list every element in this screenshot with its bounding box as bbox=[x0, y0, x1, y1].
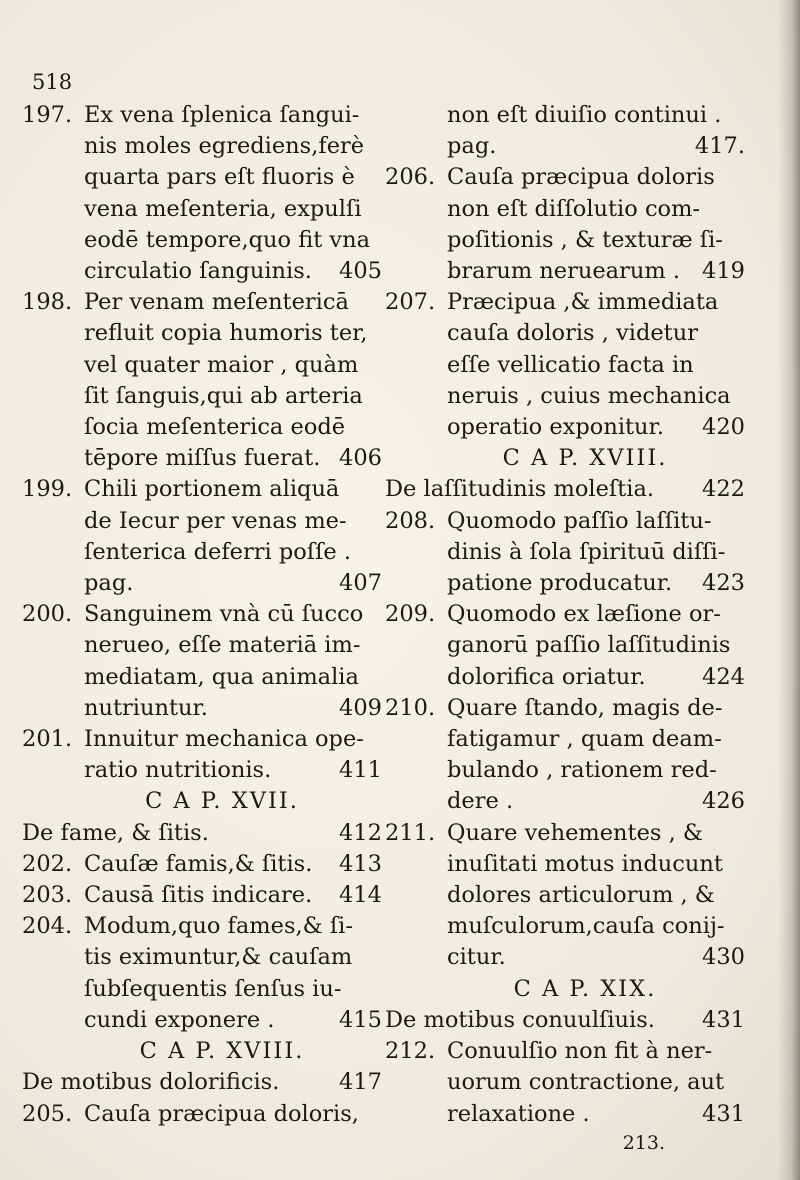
entry-last-text: relaxatione . bbox=[447, 1100, 590, 1127]
entry-text-line: vel quater maior , quàm bbox=[84, 351, 359, 378]
entry-last-text: ratio nutritionis. bbox=[84, 757, 272, 784]
entry-number: 207. bbox=[385, 289, 436, 316]
chapter-title bbox=[22, 818, 382, 849]
right-column bbox=[385, 100, 745, 1156]
catchword: 213. bbox=[622, 1131, 665, 1154]
page-number: 518 bbox=[32, 70, 73, 94]
entry-text-line: Quare ſtando, magis de- bbox=[447, 694, 723, 721]
entry-text-line: mediatam, qua animalia bbox=[84, 663, 359, 690]
entry-text-line bbox=[447, 568, 745, 599]
index-entry bbox=[22, 599, 382, 724]
entry-last-text: operatio exponitur. bbox=[447, 414, 664, 441]
page-reference: 407 bbox=[339, 570, 382, 597]
entry-text-line: Per venam meſentericā bbox=[84, 289, 349, 316]
chapter-heading: C A P. XIX. bbox=[513, 975, 657, 1002]
entry-text-line: ganorū paſſio laſſitudinis bbox=[447, 632, 731, 659]
page-reference: 412 bbox=[339, 819, 382, 846]
page-reference: 405 bbox=[339, 258, 382, 285]
chapter-title-text: De motibus dolorificis. bbox=[22, 1069, 280, 1096]
page-reference: 413 bbox=[339, 850, 382, 877]
page-reference: 422 bbox=[702, 476, 745, 503]
entry-last-text: circulatio ſanguinis. bbox=[84, 258, 312, 285]
index-entry bbox=[22, 100, 382, 287]
entry-last-text: dolorifica oriatur. bbox=[447, 663, 646, 690]
page-reference: 417. bbox=[694, 133, 745, 160]
entry-text-line: poſitionis , & texturæ ſi- bbox=[447, 226, 723, 253]
entry-text-line: Sanguinem vnà cū ſucco bbox=[84, 601, 364, 628]
entry-text-line: Cauſa præcipua doloris bbox=[447, 164, 715, 191]
entry-text-line: vena meſenteria, expulſi bbox=[84, 195, 362, 222]
entry-text-line bbox=[447, 256, 745, 287]
entry-text-line: cauſa doloris , videtur bbox=[447, 320, 698, 347]
entry-text-line bbox=[84, 1099, 382, 1130]
page-reference: 431 bbox=[702, 1006, 745, 1033]
page-reference: 411 bbox=[339, 757, 382, 784]
chapter-title-text: De motibus conuulſiuis. bbox=[385, 1006, 655, 1033]
entry-text-line: tis eximuntur,& cauſam bbox=[84, 944, 353, 971]
entry-text-line: ſocia meſenterica eodē bbox=[84, 414, 346, 441]
entry-text-line: dinis à ſola ſpirituū diſſi- bbox=[447, 538, 726, 565]
entry-text-line bbox=[84, 849, 382, 880]
index-entry bbox=[385, 599, 745, 693]
chapter-title-text: De fame, & ſitis. bbox=[22, 819, 209, 846]
entry-last-text: nutriuntur. bbox=[84, 694, 208, 721]
entry-text-line: Quare vehementes , & bbox=[447, 819, 703, 846]
entry-text-line bbox=[447, 942, 745, 973]
entry-number: 199. bbox=[22, 476, 73, 503]
entry-last-text: citur. bbox=[447, 944, 506, 971]
chapter-heading: C A P. XVIII. bbox=[139, 1038, 305, 1065]
index-entry bbox=[22, 1099, 382, 1130]
entry-number: 210. bbox=[385, 694, 436, 721]
page-reference: 426 bbox=[702, 788, 745, 815]
entry-number: 206. bbox=[385, 164, 436, 191]
page-reference: 409 bbox=[339, 694, 382, 721]
page-reference: 414 bbox=[339, 882, 382, 909]
chapter-title bbox=[22, 1067, 382, 1098]
entry-number: 202. bbox=[22, 850, 73, 877]
left-column bbox=[22, 100, 382, 1130]
entry-text-line: ſenterica deferri poſſe . bbox=[84, 538, 352, 565]
entry-text-line bbox=[84, 1005, 382, 1036]
entry-text-line bbox=[447, 412, 745, 443]
entry-text-line: Quomodo paſſio laſſitu- bbox=[447, 507, 712, 534]
chapter-title-text: De laſſitudinis moleſtia. bbox=[385, 476, 655, 503]
page-reference: 415 bbox=[339, 1006, 382, 1033]
index-entry bbox=[22, 880, 382, 911]
entry-last-text: Causā ſitis indicare. bbox=[84, 882, 313, 909]
entry-text-line: fatigamur , quam deam- bbox=[447, 726, 722, 753]
index-entry bbox=[385, 1036, 745, 1130]
entry-last-text: dere . bbox=[447, 788, 514, 815]
entry-last-text: Cauſa præcipua doloris, bbox=[84, 1100, 359, 1127]
entry-last-text: pag. bbox=[447, 133, 497, 160]
entry-text-line: ſubſequentis ſenſus iu- bbox=[84, 975, 342, 1002]
page-reference: 430 bbox=[702, 944, 745, 971]
entry-text-line: de Iecur per venas me- bbox=[84, 507, 347, 534]
entry-text-line bbox=[84, 693, 382, 724]
entry-last-text: pag. bbox=[84, 570, 134, 597]
entry-last-text: tēpore miſſus fuerat. bbox=[84, 445, 321, 472]
entry-number: 201. bbox=[22, 726, 73, 753]
page-reference: 424 bbox=[702, 663, 745, 690]
entry-number: 212. bbox=[385, 1038, 436, 1065]
chapter-heading: C A P. XVII. bbox=[145, 788, 299, 815]
entry-text-line: inuſitati motus inducunt bbox=[447, 850, 723, 877]
entry-text-line: eſſe vellicatio facta in bbox=[447, 351, 694, 378]
index-entry bbox=[385, 100, 745, 162]
entry-text-line: Innuitur mechanica ope- bbox=[84, 726, 364, 753]
chapter-heading: C A P. XVIII. bbox=[502, 445, 668, 472]
index-entry bbox=[22, 911, 382, 1036]
page-reference: 431 bbox=[702, 1100, 745, 1127]
entry-text-line: quarta pars eſt fluoris è bbox=[84, 164, 355, 191]
entry-text-line bbox=[447, 662, 745, 693]
entry-number: 203. bbox=[22, 882, 73, 909]
entry-text-line: Præcipua ,& immediata bbox=[447, 289, 719, 316]
entry-text-line bbox=[84, 568, 382, 599]
entry-text-line: nerueo, eſſe materiā im- bbox=[84, 632, 361, 659]
index-entry bbox=[385, 818, 745, 974]
index-entry bbox=[385, 506, 745, 600]
entry-number: 209. bbox=[385, 601, 436, 628]
entry-text-line: Chili portionem aliquā bbox=[84, 476, 340, 503]
entry-text-line: Ex vena ſplenica ſangui- bbox=[84, 102, 360, 128]
entry-text-line bbox=[447, 786, 745, 817]
entry-last-text: brarum neruearum . bbox=[447, 258, 680, 285]
entry-text-line: Quomodo ex læſione or- bbox=[447, 601, 721, 628]
entry-text-line: neruis , cuius mechanica bbox=[447, 382, 731, 409]
entry-number: 198. bbox=[22, 289, 73, 316]
index-entry bbox=[385, 287, 745, 443]
entry-text-line bbox=[447, 131, 745, 162]
index-entry bbox=[22, 724, 382, 786]
page-reference: 420 bbox=[702, 414, 745, 441]
entry-text-line: non eſt diuiſio continui . bbox=[447, 102, 722, 128]
entry-number: 208. bbox=[385, 507, 436, 534]
page-reference: 423 bbox=[702, 570, 745, 597]
entry-text-line: Modum,quo fames,& ſi- bbox=[84, 913, 353, 940]
entry-number: 200. bbox=[22, 601, 73, 628]
entry-text-line: dolores articulorum , & bbox=[447, 882, 715, 909]
index-entry bbox=[22, 849, 382, 880]
entry-last-text: Cauſæ famis,& ſitis. bbox=[84, 850, 313, 877]
entry-last-text: cundi exponere . bbox=[84, 1006, 275, 1033]
entry-number: 197. bbox=[22, 102, 73, 128]
entry-text-line: Conuulſio non fit à ner- bbox=[447, 1038, 713, 1065]
page-reference: 417 bbox=[339, 1069, 382, 1096]
entry-number: 204. bbox=[22, 913, 73, 940]
entry-text-line bbox=[84, 256, 382, 287]
entry-text-line: eodē tempore,quo fit vna bbox=[84, 226, 371, 253]
entry-text-line bbox=[447, 1099, 745, 1130]
index-entry bbox=[385, 162, 745, 287]
entry-text-line bbox=[84, 443, 382, 474]
entry-number: 211. bbox=[385, 819, 436, 846]
entry-text-line: uorum contractione, aut bbox=[447, 1069, 725, 1096]
index-entry bbox=[385, 693, 745, 818]
chapter-title bbox=[385, 474, 745, 505]
entry-text-line: non eſt diſſolutio com- bbox=[447, 195, 701, 222]
entry-text-line: nis moles egrediens,ferè bbox=[84, 133, 365, 160]
entry-text-line: refluit copia humoris ter, bbox=[84, 320, 368, 347]
entry-last-text: patione producatur. bbox=[447, 570, 673, 597]
entry-text-line bbox=[84, 755, 382, 786]
page-edge-shadow bbox=[778, 0, 800, 1180]
chapter-title bbox=[385, 1005, 745, 1036]
entry-text-line: muſculorum,cauſa conij- bbox=[447, 913, 725, 940]
entry-text-line: bulando , rationem red- bbox=[447, 757, 717, 784]
page-reference: 419 bbox=[702, 258, 745, 285]
index-entry bbox=[22, 474, 382, 599]
index-entry bbox=[22, 287, 382, 474]
entry-text-line: ſit ſanguis,qui ab arteria bbox=[84, 382, 363, 409]
page-reference: 406 bbox=[339, 445, 382, 472]
entry-number: 205. bbox=[22, 1100, 73, 1127]
entry-text-line bbox=[84, 880, 382, 911]
